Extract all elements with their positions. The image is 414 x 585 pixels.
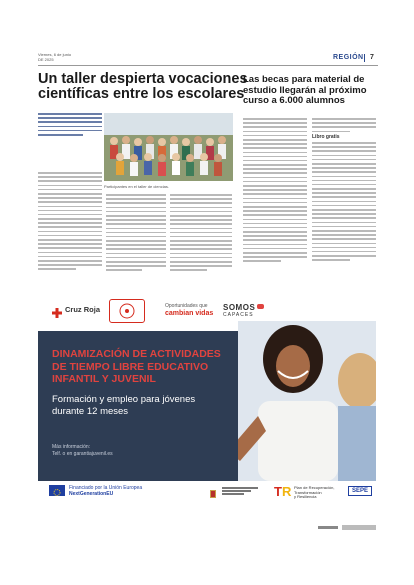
title-line: estudio llegarán al próximo <box>243 84 367 96</box>
spain-crest <box>208 486 218 496</box>
eu-flag-icon <box>49 487 65 498</box>
date-line: Viernes, 6 de junio <box>38 52 72 57</box>
header-date <box>38 52 71 62</box>
plan-tr-logo: TR <box>274 484 292 499</box>
footer-barcode <box>342 525 376 530</box>
plan-line: Plan de Recuperación, <box>294 485 335 490</box>
crest-icon <box>208 489 218 499</box>
title-line: científicas entre los escolares <box>38 86 245 102</box>
article-left-title <box>38 72 248 102</box>
eu-line: NextGenerationEU <box>69 491 114 497</box>
sepe-logo: SEPE <box>348 486 372 496</box>
plan-line: Transformación <box>294 489 322 495</box>
article-right-col2 <box>312 142 376 263</box>
section-divider <box>364 54 365 62</box>
young-people-illustration <box>238 321 376 481</box>
group-photo-illustration <box>104 113 233 181</box>
page-number: 7 <box>370 54 374 61</box>
headline-line: INFANTIL Y JUVENIL <box>52 373 156 385</box>
photo-caption: Participantes en el taller de ciencias. <box>104 184 169 189</box>
info-line: Más información: <box>52 444 91 450</box>
article-left-col3 <box>170 194 232 274</box>
red-cross-icon <box>52 308 62 318</box>
redcross-logo <box>52 305 62 323</box>
article-left-intro <box>38 113 102 138</box>
article-right-title <box>243 75 367 107</box>
date-line: DE 2025 <box>38 57 54 62</box>
ministry-logo <box>222 487 258 495</box>
title-line: Un taller despierta vocaciones <box>38 71 248 87</box>
article-right-col2-top <box>312 118 376 135</box>
eu-line: Financiado por la Unión Europea <box>69 485 143 491</box>
somos-line: CAPACES <box>223 312 254 318</box>
ad-photo <box>238 321 376 481</box>
eu-funding-text <box>69 485 142 497</box>
cambiar-line: cambian vidas <box>165 310 214 317</box>
info-line: Telf. o en garantiajuvenil.es <box>52 451 113 457</box>
somos-logo <box>223 303 255 318</box>
headline-line: DINAMIZACIÓN DE ACTIVIDADES <box>52 348 221 360</box>
article-left-col1 <box>38 172 102 273</box>
ad-info <box>52 444 113 458</box>
footer-mark <box>318 526 338 529</box>
plan-text <box>294 486 334 500</box>
title-line: curso a 6.000 alumnos <box>243 95 345 106</box>
cambiar-logo <box>165 303 213 317</box>
eu-flag <box>49 485 65 496</box>
campaign-badge-icon <box>110 300 144 322</box>
ad-headline <box>52 348 221 386</box>
advertisement <box>38 291 376 481</box>
article-right-col1 <box>243 118 307 265</box>
campaign-badge <box>109 299 145 323</box>
plan-line: y Resiliencia <box>294 494 317 499</box>
somos-line: SOMOS <box>223 303 256 312</box>
article-right-subhead: Libro gratis <box>312 134 340 140</box>
ad-subheadline <box>52 394 195 418</box>
redcross-label: Cruz Roja <box>65 305 101 314</box>
subheadline-line: Formación y empleo para jóvenes <box>52 394 196 405</box>
subheadline-line: durante 12 meses <box>52 406 129 417</box>
title-line: Las becas para material de <box>243 74 365 85</box>
header-rule <box>38 65 378 66</box>
headline-line: DE TIEMPO LIBRE EDUCATIVO <box>52 360 209 373</box>
cambiar-line: Oportunidades que <box>165 303 208 309</box>
somos-accent <box>257 304 264 309</box>
article-left-col2 <box>106 194 166 274</box>
article-photo <box>104 113 233 181</box>
section-label: REGIÓN <box>333 54 364 61</box>
